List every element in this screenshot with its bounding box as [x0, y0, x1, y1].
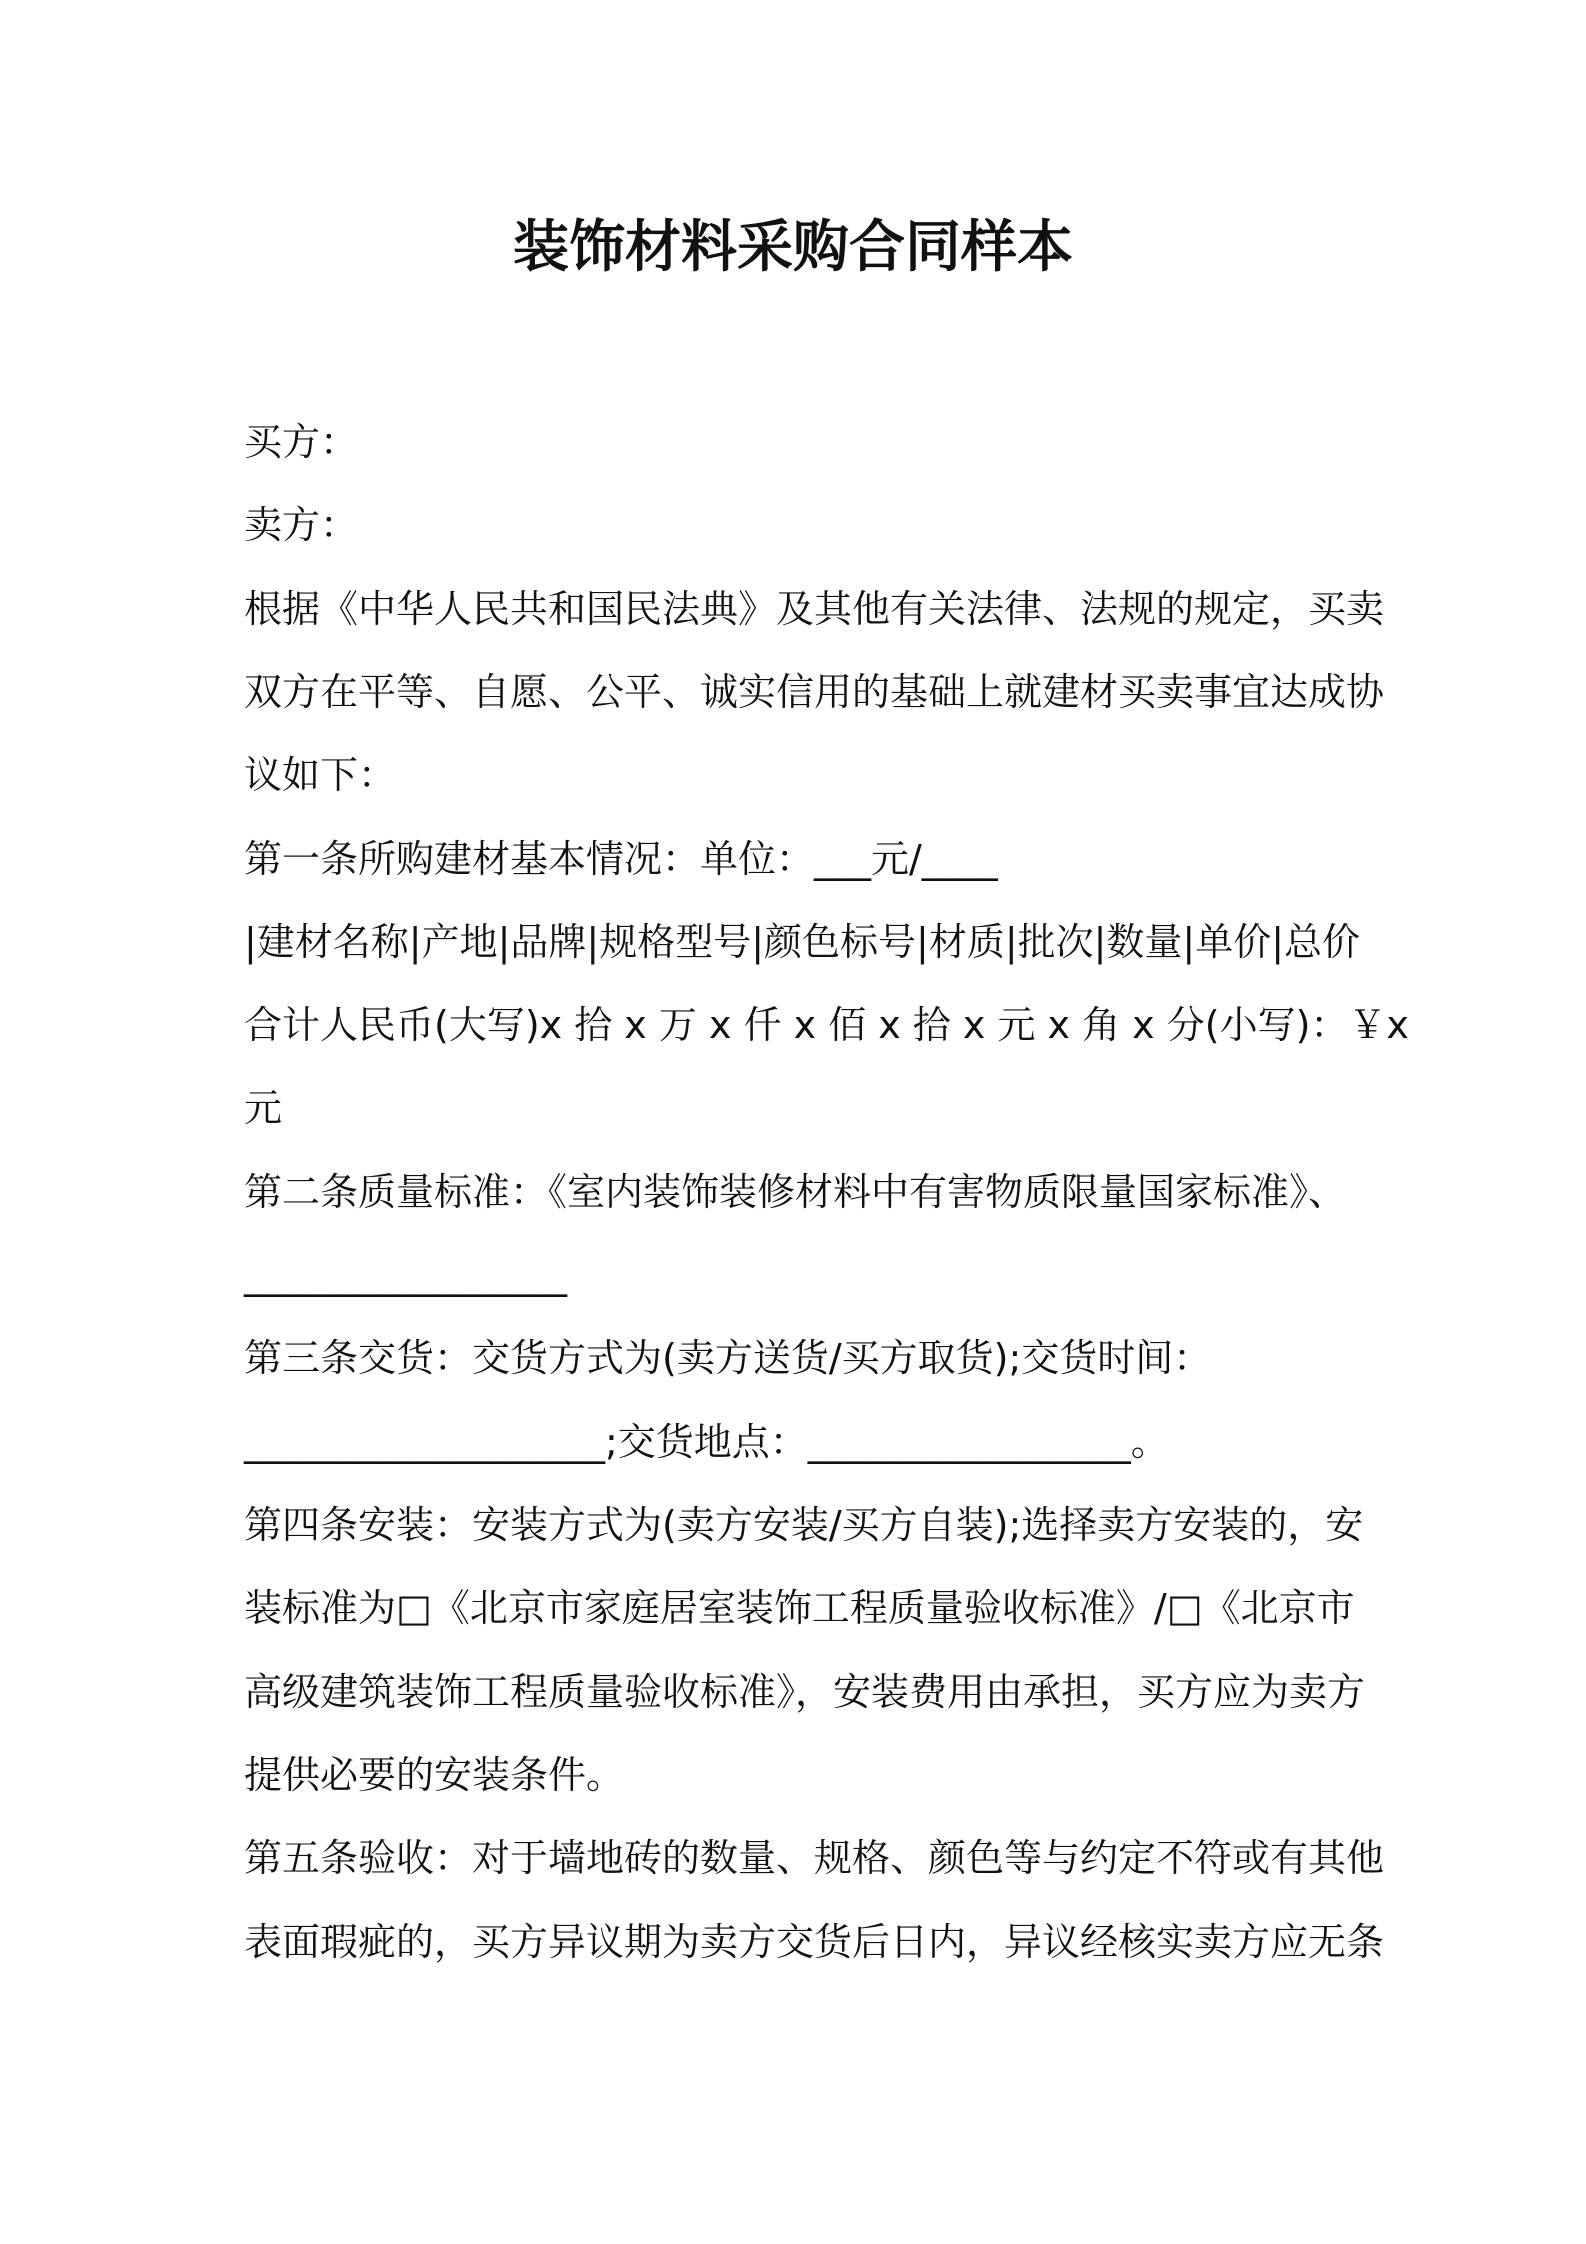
article-2-line: 第二条质量标准：《室内装饰装修材料中有害物质限量国家标准》、 — [244, 1170, 1347, 1214]
preamble-line-1: 根据《中华人民共和国民法典》及其他有关法律、法规的规定，买卖 — [244, 587, 1385, 631]
article-5-line-2: 表面瑕疵的，买方异议期为卖方交货后日内，异议经核实卖方应无条 — [244, 1920, 1385, 1964]
article-5-line-1: 第五条验收：对于墙地砖的数量、规格、颜色等与约定不符或有其他 — [244, 1836, 1385, 1880]
total-amount-line: 合计人民币(大写)x 拾 x 万 x 仟 x 佰 x 拾 x 元 x 角 x 分(小写)：￥x — [244, 1003, 1409, 1047]
article-3-line-2: ___________________;交货地点：_________________。 — [244, 1420, 1169, 1464]
material-table-header: |建材名称|产地|品牌|规格型号|颜色标号|材质|批次|数量|单价|总价 — [244, 920, 1361, 964]
seller-line: 卖方： — [244, 503, 359, 547]
article-4-line-4: 提供必要的安装条件。 — [244, 1753, 625, 1797]
preamble-line-2: 双方在平等、自愿、公平、诚实信用的基础上就建材买卖事宜达成协 — [244, 670, 1385, 714]
article-2-blank: _________________ — [244, 1253, 567, 1297]
article-4-line-3: 高级建筑装饰工程质量验收标准》，安装费用由承担，买方应为卖方 — [244, 1670, 1366, 1714]
total-amount-unit: 元 — [244, 1086, 283, 1130]
document-title: 装饰材料采购合同样本 — [513, 215, 1073, 280]
preamble-line-3: 议如下： — [244, 753, 397, 797]
buyer-line: 买方： — [244, 420, 359, 464]
article-1-line: 第一条所购建材基本情况：单位：___元/____ — [244, 837, 998, 881]
article-3-line-1: 第三条交货：交货方式为(卖方送货/买方取货);交货时间： — [244, 1336, 1212, 1380]
article-4-line-2: 装标准为□《北京市家庭居室装饰工程质量验收标准》/□《北京市 — [244, 1586, 1355, 1630]
article-4-line-1: 第四条安装：安装方式为(卖方安装/买方自装);选择卖方安装的，安 — [244, 1503, 1364, 1547]
